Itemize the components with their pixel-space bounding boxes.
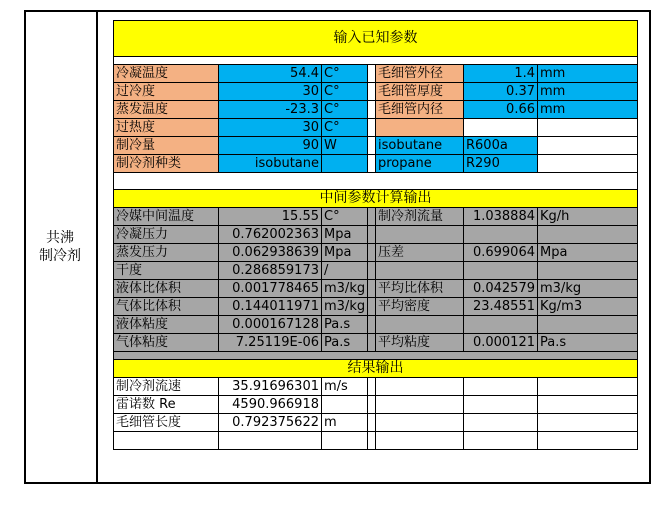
- table-row: [114, 119, 638, 137]
- cell-unit[interactable]: [538, 226, 638, 244]
- cell-unit[interactable]: [322, 155, 368, 173]
- cell-unit[interactable]: m/s: [322, 378, 368, 396]
- cell-value[interactable]: [464, 119, 538, 137]
- cell-value[interactable]: 0.792375622: [219, 414, 322, 432]
- cell-value[interactable]: 15.55: [219, 208, 322, 226]
- cell-unit[interactable]: /: [322, 262, 368, 280]
- cell-value[interactable]: 1.4: [464, 65, 538, 83]
- cell-value[interactable]: 30: [219, 119, 322, 137]
- intermediate-title: 中间参数计算输出: [114, 190, 638, 208]
- cell-value[interactable]: 0.699064: [464, 244, 538, 262]
- side-label-line-2: 制冷剂: [39, 248, 81, 264]
- table-row: [114, 137, 638, 155]
- cell-unit[interactable]: [538, 316, 638, 334]
- cell-label[interactable]: 毛细管厚度: [376, 83, 464, 101]
- cell-label[interactable]: 制冷剂流量: [376, 208, 464, 226]
- cell-unit[interactable]: W: [322, 137, 368, 155]
- cell-value[interactable]: 0.144011971: [219, 298, 322, 316]
- cell-label[interactable]: [376, 119, 464, 137]
- side-label-line-1: 共沸: [46, 230, 74, 246]
- cell-label[interactable]: 毛细管内径: [376, 101, 464, 119]
- cell-value[interactable]: 0.000167128: [219, 316, 322, 334]
- cell-unit[interactable]: Kg/h: [538, 208, 638, 226]
- cell-unit[interactable]: mm: [538, 83, 638, 101]
- cell-label[interactable]: 气体粘度: [114, 334, 219, 352]
- table-row: [114, 155, 638, 173]
- cell-unit[interactable]: mm: [538, 65, 638, 83]
- table-row: [114, 262, 638, 280]
- spacer-row: [114, 57, 638, 65]
- parameter-table: [113, 20, 638, 450]
- cell-label[interactable]: 平均粘度: [376, 334, 464, 352]
- table-row: [114, 298, 638, 316]
- cell-label[interactable]: [376, 262, 464, 280]
- cell-label[interactable]: 雷诺数 Re: [114, 396, 219, 414]
- cell-label[interactable]: 毛细管长度: [114, 414, 219, 432]
- cell-unit[interactable]: [538, 137, 638, 155]
- cell-value[interactable]: isobutane: [219, 155, 322, 173]
- table-row: [114, 101, 638, 119]
- cell-label[interactable]: 蒸发温度: [114, 101, 219, 119]
- cell-unit[interactable]: [538, 155, 638, 173]
- cell-unit[interactable]: m3/kg: [322, 280, 368, 298]
- cell-value[interactable]: 0.286859173: [219, 262, 322, 280]
- cell-value[interactable]: 23.48551: [464, 298, 538, 316]
- cell-label[interactable]: isobutane: [376, 137, 464, 155]
- cell-label[interactable]: 制冷量: [114, 137, 219, 155]
- spreadsheet-grid: [113, 20, 637, 450]
- table-row: [114, 226, 638, 244]
- spacer-row: [114, 173, 638, 190]
- table-row: [114, 396, 638, 414]
- cell-value[interactable]: R290: [464, 155, 538, 173]
- cell-unit[interactable]: C°: [322, 208, 368, 226]
- cell-unit[interactable]: m: [322, 414, 368, 432]
- cell-label[interactable]: 液体粘度: [114, 316, 219, 334]
- cell-label[interactable]: 压差: [376, 244, 464, 262]
- cell-value[interactable]: 0.062938639: [219, 244, 322, 262]
- table-row: [114, 378, 638, 396]
- cell-unit[interactable]: C°: [322, 119, 368, 137]
- cell-label[interactable]: 制冷剂流速: [114, 378, 219, 396]
- cell-value[interactable]: 0.37: [464, 83, 538, 101]
- cell-label[interactable]: 冷凝温度: [114, 65, 219, 83]
- cell-value[interactable]: 1.038884: [464, 208, 538, 226]
- cell-value[interactable]: 35.91696301: [219, 378, 322, 396]
- cell-label[interactable]: 液体比体积: [114, 280, 219, 298]
- cell-label[interactable]: 蒸发压力: [114, 244, 219, 262]
- cell-label[interactable]: 制冷剂种类: [114, 155, 219, 173]
- table-row: [114, 65, 638, 83]
- cell-value[interactable]: 0.042579: [464, 280, 538, 298]
- cell-value[interactable]: 0.001778465: [219, 280, 322, 298]
- cell-value[interactable]: [464, 316, 538, 334]
- cell-unit[interactable]: C°: [322, 65, 368, 83]
- cell-unit[interactable]: [538, 119, 638, 137]
- cell-label[interactable]: 过热度: [114, 119, 219, 137]
- cell-unit[interactable]: C°: [322, 83, 368, 101]
- cell-label[interactable]: 冷凝压力: [114, 226, 219, 244]
- cell-label[interactable]: 过冷度: [114, 83, 219, 101]
- cell-unit[interactable]: [322, 396, 368, 414]
- cell-unit[interactable]: Pa.s: [322, 316, 368, 334]
- side-label: [24, 10, 98, 484]
- cell-value[interactable]: 54.4: [219, 65, 322, 83]
- table-row: [114, 83, 638, 101]
- cell-label[interactable]: [376, 226, 464, 244]
- cell-value[interactable]: 30: [219, 83, 322, 101]
- cell-value[interactable]: 0.000121: [464, 334, 538, 352]
- cell-unit[interactable]: m3/kg: [538, 280, 638, 298]
- cell-value[interactable]: 4590.966918: [219, 396, 322, 414]
- cell-label[interactable]: 气体比体积: [114, 298, 219, 316]
- cell-unit[interactable]: C°: [322, 101, 368, 119]
- cell-value[interactable]: [219, 432, 322, 450]
- cell-label[interactable]: 干度: [114, 262, 219, 280]
- table-row: [114, 432, 638, 450]
- cell-unit[interactable]: Mpa: [322, 226, 368, 244]
- cell-value[interactable]: 0.762002363: [219, 226, 322, 244]
- table-row: [114, 208, 638, 226]
- cell-unit[interactable]: [538, 262, 638, 280]
- cell-label[interactable]: 平均密度: [376, 298, 464, 316]
- cell-label[interactable]: 冷媒中间温度: [114, 208, 219, 226]
- results-title: 结果输出: [114, 360, 638, 378]
- table-row: [114, 414, 638, 432]
- cell-value[interactable]: 90: [219, 137, 322, 155]
- cell-unit[interactable]: mm: [538, 101, 638, 119]
- cell-label[interactable]: propane: [376, 155, 464, 173]
- cell-unit[interactable]: Mpa: [322, 244, 368, 262]
- cell-value[interactable]: 0.66: [464, 101, 538, 119]
- cell-value[interactable]: 7.25119E-06: [219, 334, 322, 352]
- spacer-row: [114, 352, 638, 360]
- table-row: [114, 334, 638, 352]
- cell-value[interactable]: [464, 226, 538, 244]
- table-row: [114, 244, 638, 262]
- cell-unit[interactable]: m3/kg: [322, 298, 368, 316]
- cell-label[interactable]: [376, 316, 464, 334]
- cell-unit[interactable]: Kg/m3: [538, 298, 638, 316]
- cell-label[interactable]: 平均比体积: [376, 280, 464, 298]
- cell-value[interactable]: -23.3: [219, 101, 322, 119]
- cell-unit[interactable]: [322, 432, 368, 450]
- cell-label[interactable]: 毛细管外径: [376, 65, 464, 83]
- cell-label[interactable]: [114, 432, 219, 450]
- table-row: [114, 280, 638, 298]
- table-row: [114, 316, 638, 334]
- cell-unit[interactable]: Pa.s: [538, 334, 638, 352]
- cell-value[interactable]: R600a: [464, 137, 538, 155]
- cell-unit[interactable]: Pa.s: [322, 334, 368, 352]
- cell-unit[interactable]: Mpa: [538, 244, 638, 262]
- cell-value[interactable]: [464, 262, 538, 280]
- known-params-title: 输入已知参数: [114, 21, 638, 57]
